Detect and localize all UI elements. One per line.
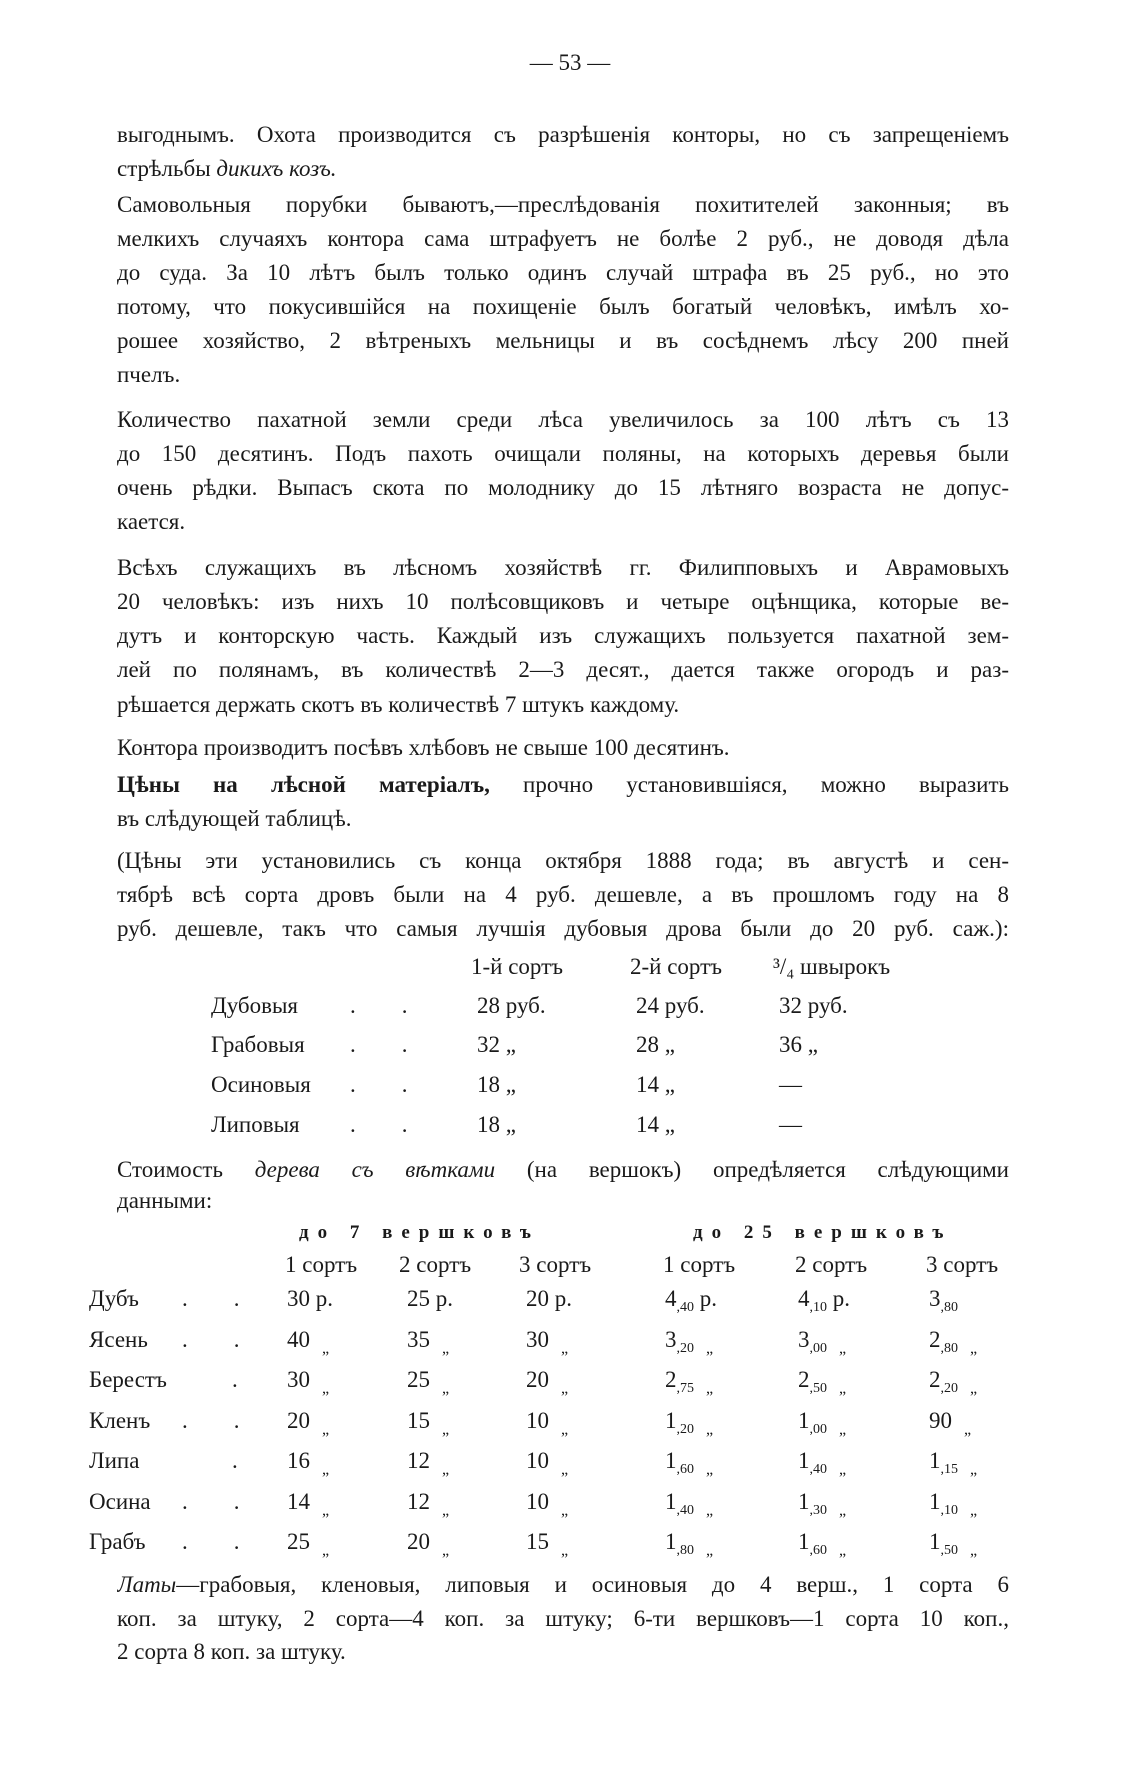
- timber-price: [407, 1487, 449, 1526]
- timber-price: [929, 1487, 977, 1526]
- timber-price: [526, 1325, 568, 1364]
- firewood-price: 28 руб.: [477, 993, 546, 1018]
- text-line: [117, 804, 1009, 834]
- leader-dots: . .: [350, 1032, 408, 1057]
- price-fraction: ,50: [809, 1381, 827, 1396]
- price-value: 15: [526, 1529, 549, 1554]
- price-unit: „: [322, 1461, 330, 1478]
- price-value: 3: [798, 1326, 810, 1352]
- text-line: [117, 120, 1009, 150]
- price-value: 1: [665, 1448, 677, 1473]
- price-unit: „: [322, 1542, 330, 1559]
- price-unit: „: [706, 1542, 714, 1559]
- price-value: 25: [407, 1367, 430, 1392]
- timber-row-name: Осина: [89, 1488, 151, 1514]
- text-segment: Количество пахатной земли среди лѣса увеличилось за 100 лѣтъ съ 13: [117, 407, 1009, 432]
- text-segment: коп. за штуку, 2 сорта—4 коп. за штуку; 6-ти вершковъ—1 сорта 10 коп.,: [117, 1606, 1009, 1631]
- text-segment: очень рѣдки. Выпасъ скота по молоднику до 15 лѣтняго возраста не допус-: [117, 475, 1009, 500]
- price-value: 20: [526, 1367, 549, 1392]
- price-unit: „: [561, 1420, 569, 1438]
- firewood-price: 36 „: [779, 1032, 818, 1057]
- timber-price: [526, 1365, 568, 1404]
- price-value: 2: [665, 1367, 677, 1392]
- text-line: [117, 770, 1009, 800]
- timber-price: [407, 1284, 453, 1314]
- text-line: [117, 880, 1009, 910]
- price-unit: „: [970, 1339, 978, 1357]
- text-segment: до суда. За 10 лѣтъ былъ только одинъ случай штрафа въ 25 руб., но это: [117, 260, 1009, 285]
- price-fraction: ,30: [809, 1502, 827, 1518]
- italic-text: Латы: [117, 1572, 177, 1597]
- timber-price: [665, 1406, 713, 1445]
- timber-price: [929, 1406, 971, 1445]
- price-value: 1: [929, 1529, 941, 1554]
- price-value: 30: [526, 1326, 549, 1352]
- timber-row-name: Дубъ: [89, 1286, 139, 1311]
- price-unit: „: [839, 1461, 847, 1478]
- price-unit: „: [442, 1501, 450, 1519]
- price-fraction: ,40: [676, 1502, 694, 1518]
- text-line: [117, 190, 1009, 220]
- text-segment: (Цѣны эти установились съ конца октября 1888 года; въ августѣ и сен-: [117, 848, 1009, 873]
- price-unit: „: [322, 1420, 330, 1438]
- price-fraction: ,60: [676, 1462, 694, 1477]
- text-line: [117, 733, 1009, 763]
- timber-price: [287, 1446, 329, 1485]
- price-value: 15: [407, 1407, 430, 1433]
- price-value: 3: [929, 1286, 941, 1311]
- price-value: 14: [287, 1488, 310, 1514]
- text-segment: данными:: [117, 1188, 213, 1213]
- firewood-price: 28 „: [636, 1032, 675, 1057]
- price-value: 1: [665, 1529, 677, 1554]
- timber-price: [407, 1325, 449, 1364]
- price-fraction: ,20: [676, 1340, 694, 1356]
- price-value: 2: [798, 1367, 810, 1392]
- price-value: 4: [798, 1286, 810, 1311]
- price-unit: „: [442, 1461, 450, 1478]
- price-value: 40: [287, 1326, 310, 1352]
- price-fraction: ,80: [940, 1300, 958, 1315]
- price-unit: „: [442, 1380, 450, 1397]
- timber-price: [526, 1487, 568, 1526]
- text-line: [117, 258, 1009, 288]
- timber-price: [929, 1365, 977, 1404]
- firewood-row-name: Грабовыя: [211, 1032, 305, 1057]
- group-header: до 25 вершковъ: [693, 1222, 953, 1243]
- price-value: 1: [798, 1529, 810, 1554]
- price-value: 1: [929, 1488, 941, 1514]
- price-value: 2: [929, 1367, 941, 1392]
- text-line: [117, 439, 1009, 469]
- firewood-price: 18 „: [477, 1072, 516, 1097]
- price-value: 25: [407, 1286, 430, 1311]
- text-line: [117, 553, 1009, 583]
- price-unit: „: [561, 1461, 569, 1478]
- text-segment: 2 сорта 8 коп. за штуку.: [117, 1639, 346, 1664]
- price-unit: „: [561, 1339, 569, 1357]
- price-value: 20: [287, 1407, 310, 1433]
- price-value: 10: [526, 1488, 549, 1514]
- text-line: [117, 587, 1009, 617]
- price-unit: „: [839, 1339, 847, 1357]
- price-value: 1: [798, 1407, 810, 1433]
- italic-text: дерева съ вѣтками: [254, 1157, 496, 1182]
- price-unit: „: [970, 1461, 978, 1478]
- timber-price: [798, 1406, 846, 1445]
- price-value: 1: [665, 1407, 677, 1433]
- text-line: [117, 1637, 1009, 1667]
- timber-price: [526, 1527, 568, 1566]
- price-unit: „: [706, 1420, 714, 1438]
- leader-dots: . .: [182, 1407, 240, 1433]
- firewood-price: —: [779, 1112, 802, 1137]
- text-line: [117, 655, 1009, 685]
- text-line: [117, 1604, 1009, 1634]
- price-value: 30: [287, 1367, 310, 1392]
- price-value: 3: [665, 1326, 677, 1352]
- timber-price: [665, 1284, 717, 1323]
- timber-column-header: 2 сортъ: [795, 1252, 868, 1277]
- firewood-price: —: [779, 1072, 802, 1097]
- text-line: [117, 914, 1009, 944]
- timber-price: [287, 1325, 329, 1364]
- text-line: [117, 326, 1009, 356]
- price-fraction: ,60: [809, 1543, 827, 1558]
- text-segment: Стоимость: [117, 1157, 255, 1182]
- text-line: [117, 690, 1009, 720]
- firewood-price: 14 „: [636, 1072, 675, 1097]
- timber-price: [665, 1446, 713, 1485]
- price-unit: „: [561, 1542, 569, 1559]
- price-fraction: ,80: [940, 1340, 958, 1356]
- price-unit: „: [839, 1501, 847, 1519]
- price-unit: р.: [430, 1286, 453, 1311]
- price-unit: „: [322, 1339, 330, 1357]
- text-segment: —грабовыя, кленовыя, липовыя и осиновыя до 4 верш., 1 сорта 6: [176, 1572, 1009, 1597]
- timber-price: [665, 1325, 713, 1364]
- text-line: [117, 473, 1009, 503]
- text-line: [117, 1570, 1009, 1600]
- timber-price: [665, 1487, 713, 1526]
- firewood-price: 14 „: [636, 1112, 675, 1137]
- price-unit: р.: [694, 1286, 717, 1311]
- price-fraction: ,40: [809, 1462, 827, 1477]
- price-unit: „: [442, 1420, 450, 1438]
- price-unit: „: [970, 1380, 978, 1397]
- price-value: 10: [526, 1448, 549, 1473]
- timber-price: [798, 1446, 846, 1485]
- text-segment: до 150 десятинъ. Подъ пахоть очищали поляны, на которыхъ деревья были: [117, 441, 1009, 466]
- text-segment: Самовольныя порубки бываютъ,—преслѣдованія похитителей законныя; въ: [117, 192, 1009, 217]
- price-unit: „: [839, 1380, 847, 1397]
- text-segment: дутъ и конторскую часть. Каждый изъ служащихъ пользуется пахатной зем-: [117, 623, 1009, 648]
- price-unit: „: [561, 1380, 569, 1397]
- leader-dots: . .: [350, 993, 408, 1018]
- firewood-price: 32 руб.: [779, 993, 848, 1018]
- price-unit: „: [970, 1501, 978, 1519]
- price-value: 16: [287, 1448, 310, 1473]
- firewood-column-header: ³/₄ швырокъ: [773, 954, 891, 979]
- leader-dots: . .: [182, 1529, 240, 1554]
- text-segment: мелкихъ случаяхъ контора сама штрафуетъ не болѣе 2 руб., не доводя дѣла: [117, 226, 1009, 251]
- timber-price: [929, 1284, 958, 1323]
- timber-column-header: 1 сортъ: [663, 1252, 736, 1277]
- price-fraction: ,40: [676, 1300, 694, 1315]
- text-line: [117, 846, 1009, 876]
- price-unit: „: [964, 1420, 972, 1438]
- price-unit: „: [442, 1542, 450, 1559]
- timber-price: [798, 1487, 846, 1526]
- timber-price: [407, 1406, 449, 1445]
- timber-price: [665, 1527, 713, 1566]
- text-segment: тябрѣ всѣ сорта дровъ были на 4 руб. дешевле, а въ прошломъ году на 8: [117, 882, 1009, 907]
- timber-column-header: 3 сортъ: [519, 1252, 592, 1277]
- price-unit: „: [322, 1501, 330, 1519]
- price-fraction: ,80: [676, 1543, 694, 1558]
- firewood-price: 24 руб.: [636, 993, 705, 1018]
- firewood-row-name: Осиновыя: [211, 1072, 311, 1097]
- timber-price: [287, 1487, 329, 1526]
- text-line: [117, 1155, 1009, 1185]
- firewood-price: 32 „: [477, 1032, 516, 1057]
- price-value: 90: [929, 1407, 952, 1433]
- price-unit: р.: [549, 1286, 572, 1311]
- timber-price: [929, 1446, 977, 1485]
- firewood-column-header: 2-й сортъ: [630, 954, 723, 979]
- text-line: [117, 360, 1009, 390]
- italic-text: дикихъ козъ.: [216, 156, 337, 181]
- price-value: 1: [798, 1488, 810, 1514]
- price-unit: „: [839, 1542, 847, 1559]
- price-unit: р.: [310, 1286, 333, 1311]
- price-value: 2: [929, 1326, 941, 1352]
- price-fraction: ,10: [809, 1300, 827, 1315]
- price-fraction: ,15: [940, 1462, 958, 1477]
- text-segment: прочно установившіяся, можно выразить: [489, 772, 1009, 797]
- text-line: [117, 405, 1009, 435]
- timber-row-name: Грабъ: [89, 1529, 146, 1554]
- timber-column-header: 1 сортъ: [285, 1252, 358, 1277]
- timber-price: [287, 1365, 329, 1404]
- leader-dots: . .: [182, 1286, 240, 1311]
- price-unit: р.: [827, 1286, 850, 1311]
- leader-dots: . .: [350, 1112, 408, 1137]
- price-fraction: ,50: [940, 1543, 958, 1558]
- firewood-price: 18 „: [477, 1112, 516, 1137]
- price-unit: „: [706, 1339, 714, 1357]
- timber-price: [798, 1527, 846, 1566]
- timber-price: [929, 1325, 977, 1364]
- text-segment: Всѣхъ служащихъ въ лѣсномъ хозяйствѣ гг. Филипповыхъ и Аврамовыхъ: [117, 555, 1009, 580]
- timber-price: [287, 1284, 333, 1314]
- group-header: до 7 вершковъ: [299, 1222, 541, 1243]
- price-fraction: ,20: [940, 1381, 958, 1396]
- text-segment: (на вершокъ) опредѣляется слѣдующими: [495, 1157, 1009, 1182]
- page-number: — 53 —: [529, 50, 611, 75]
- leader-dots: . .: [350, 1072, 408, 1097]
- price-value: 20: [407, 1529, 430, 1554]
- price-value: 1: [665, 1488, 677, 1514]
- timber-price: [526, 1284, 572, 1314]
- timber-price: [798, 1365, 846, 1404]
- timber-price: [407, 1446, 449, 1485]
- leader-dots: . .: [182, 1326, 240, 1352]
- price-value: 10: [526, 1407, 549, 1433]
- price-value: 12: [407, 1488, 430, 1514]
- timber-row-name: Берестъ: [89, 1367, 167, 1392]
- firewood-row-name: Дубовыя: [211, 993, 298, 1018]
- price-unit: „: [442, 1339, 450, 1357]
- text-line: [117, 224, 1009, 254]
- price-unit: „: [706, 1380, 714, 1397]
- price-value: 12: [407, 1448, 430, 1473]
- bold-text: Цѣны на лѣсной матеріалъ,: [117, 772, 490, 797]
- price-value: 25: [287, 1529, 310, 1554]
- text-line: [117, 292, 1009, 322]
- text-segment: рошее хозяйство, 2 вѣтреныхъ мельницы и въ сосѣднемъ лѣсу 200 пней: [117, 328, 1009, 353]
- text-segment: 20 человѣкъ: изъ нихъ 10 полѣсовщиковъ и четыре оцѣнщика, которые ве-: [117, 589, 1009, 614]
- price-value: 4: [665, 1286, 677, 1311]
- timber-price: [929, 1527, 977, 1566]
- timber-price: [798, 1284, 850, 1323]
- timber-row-name: Кленъ: [89, 1407, 151, 1433]
- price-fraction: ,00: [809, 1340, 827, 1356]
- price-value: 1: [929, 1448, 941, 1473]
- leader-dots: .: [232, 1448, 238, 1473]
- text-line: [117, 154, 1009, 184]
- timber-price: [526, 1406, 568, 1445]
- price-value: 20: [526, 1286, 549, 1311]
- timber-price: [407, 1365, 449, 1404]
- price-unit: „: [561, 1501, 569, 1519]
- text-segment: кается.: [117, 509, 186, 534]
- text-line: [117, 621, 1009, 651]
- text-segment: потому, что покусившійся на похищеніе былъ богатый человѣкъ, имѣлъ хо-: [117, 294, 1009, 319]
- timber-price: [287, 1527, 329, 1566]
- timber-price: [665, 1365, 713, 1404]
- price-unit: „: [322, 1380, 330, 1397]
- price-fraction: ,00: [809, 1421, 827, 1437]
- text-segment: въ слѣдующей таблицѣ.: [117, 806, 352, 831]
- text-segment: выгоднымъ. Охота производится съ разрѣшенія конторы, но съ запрещеніемъ: [117, 122, 1009, 147]
- price-fraction: ,20: [676, 1421, 694, 1437]
- price-unit: „: [839, 1420, 847, 1438]
- price-unit: „: [970, 1542, 978, 1559]
- text-segment: Контора производитъ посѣвъ хлѣбовъ не свыше 100 десятинъ.: [117, 735, 730, 760]
- text-line: [117, 507, 1009, 537]
- price-value: 1: [798, 1448, 810, 1473]
- price-value: 35: [407, 1326, 430, 1352]
- text-segment: лей по полянамъ, въ количествѣ 2—3 десят., дается также огородъ и раз-: [117, 657, 1009, 682]
- timber-row-name: Ясень: [89, 1326, 148, 1352]
- text-segment: стрѣльбы: [117, 156, 217, 181]
- price-fraction: ,10: [940, 1502, 958, 1518]
- text-segment: рѣшается держать скотъ въ количествѣ 7 штукъ каждому.: [117, 692, 680, 717]
- leader-dots: .: [232, 1367, 238, 1392]
- timber-price: [287, 1406, 329, 1445]
- timber-price: [407, 1527, 449, 1566]
- timber-column-header: 3 сортъ: [926, 1252, 999, 1277]
- price-value: 30: [287, 1286, 310, 1311]
- text-segment: пчелъ.: [117, 362, 181, 387]
- price-unit: „: [706, 1501, 714, 1519]
- leader-dots: . .: [182, 1488, 240, 1514]
- timber-row-name: Липа: [89, 1448, 140, 1473]
- price-unit: „: [706, 1461, 714, 1478]
- timber-price: [798, 1325, 846, 1364]
- text-segment: руб. дешевле, такъ что самыя лучшія дубовыя дрова были до 20 руб. саж.):: [117, 916, 1009, 941]
- price-fraction: ,75: [676, 1381, 694, 1396]
- timber-column-header: 2 сортъ: [399, 1252, 472, 1277]
- timber-price: [526, 1446, 568, 1485]
- firewood-row-name: Липовыя: [211, 1112, 300, 1137]
- firewood-column-header: 1-й сортъ: [471, 954, 564, 979]
- text-line: [117, 1186, 1009, 1216]
